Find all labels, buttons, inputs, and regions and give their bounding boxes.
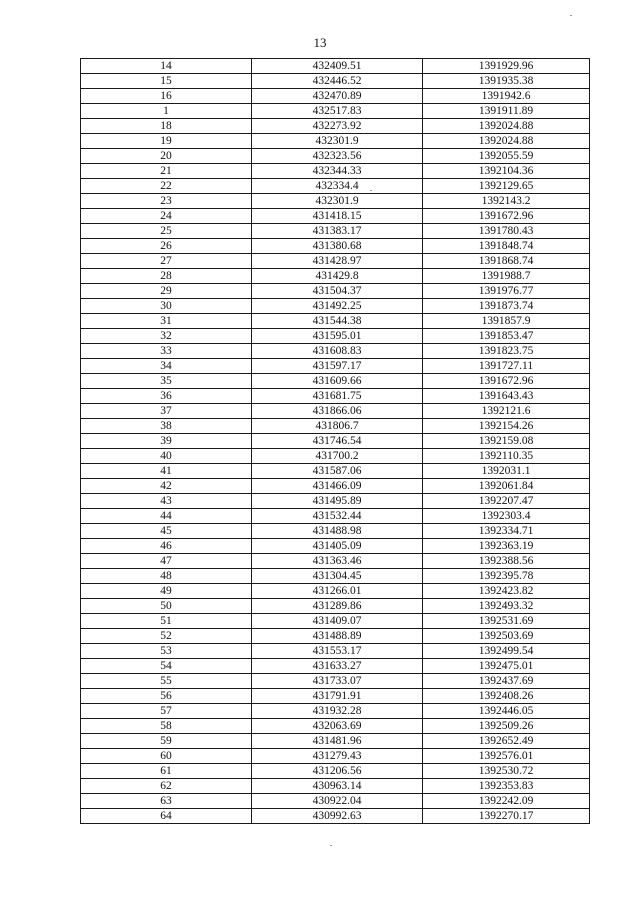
y-coordinate-cell: 1392143.2 [423, 194, 590, 209]
table-row [81, 764, 590, 779]
x-coordinate-cell: 431492.25 [252, 299, 423, 314]
point-number-cell: 18 [81, 119, 252, 134]
page-number: 13 [313, 35, 327, 50]
x-coordinate-cell: 431791.91 [252, 689, 423, 704]
table-row [81, 629, 590, 644]
table-row [81, 434, 590, 449]
x-coordinate-cell: 431488.98 [252, 524, 423, 539]
point-number-cell: 36 [81, 389, 252, 404]
y-coordinate-cell: 1392110.35 [423, 449, 590, 464]
point-number-cell: 64 [81, 809, 252, 824]
table-row [81, 74, 590, 89]
y-coordinate-cell: 1392530.72 [423, 764, 590, 779]
y-coordinate-cell: 1392499.54 [423, 644, 590, 659]
x-coordinate-cell: 432273.92 [252, 119, 423, 134]
y-coordinate-cell: 1391672.96 [423, 209, 590, 224]
x-coordinate-cell: 431553.17 [252, 644, 423, 659]
point-number-cell: 46 [81, 539, 252, 554]
y-coordinate-cell: 1391672.96 [423, 374, 590, 389]
point-number-cell: 60 [81, 749, 252, 764]
y-coordinate-cell: 1391929.96 [423, 59, 590, 74]
y-coordinate-cell: 1391911.89 [423, 104, 590, 119]
point-number-cell: 55 [81, 674, 252, 689]
table-row [81, 554, 590, 569]
y-coordinate-cell: 1392363.19 [423, 539, 590, 554]
table-row [81, 104, 590, 119]
x-coordinate-cell: 431608.83 [252, 344, 423, 359]
table-row [81, 449, 590, 464]
table-row [81, 299, 590, 314]
point-number-cell: 26 [81, 239, 252, 254]
point-number-cell: 54 [81, 659, 252, 674]
point-number-cell: 37 [81, 404, 252, 419]
table-row [81, 134, 590, 149]
point-number-cell: 48 [81, 569, 252, 584]
y-coordinate-cell: 1391976.77 [423, 284, 590, 299]
y-coordinate-cell: 1391988.7 [423, 269, 590, 284]
x-coordinate-cell: 432446.52 [252, 74, 423, 89]
x-coordinate-cell: 432301.9 [252, 194, 423, 209]
x-coordinate-cell: 431932.28 [252, 704, 423, 719]
point-number-cell: 47 [81, 554, 252, 569]
y-coordinate-cell: 1391848.74 [423, 239, 590, 254]
table-row [81, 479, 590, 494]
point-number-cell: 21 [81, 164, 252, 179]
y-coordinate-cell: 1392154.26 [423, 419, 590, 434]
point-number-cell: 62 [81, 779, 252, 794]
table-row [81, 119, 590, 134]
scan-speck [570, 15, 572, 16]
table-row [81, 269, 590, 284]
x-coordinate-cell: 431681.75 [252, 389, 423, 404]
x-coordinate-cell: 432517.83 [252, 104, 423, 119]
y-coordinate-cell: 1391780.43 [423, 224, 590, 239]
point-number-cell: 35 [81, 374, 252, 389]
x-coordinate-cell: 431429.8 [252, 269, 423, 284]
y-coordinate-cell: 1392055.59 [423, 149, 590, 164]
y-coordinate-cell: 1392576.01 [423, 749, 590, 764]
table-row [81, 584, 590, 599]
y-coordinate-cell: 1392353.83 [423, 779, 590, 794]
table-row [81, 704, 590, 719]
point-number-cell: 20 [81, 149, 252, 164]
point-number-cell: 24 [81, 209, 252, 224]
table-row [81, 524, 590, 539]
y-coordinate-cell: 1392395.78 [423, 569, 590, 584]
x-coordinate-cell: 432470.89 [252, 89, 423, 104]
y-coordinate-cell: 1392031.1 [423, 464, 590, 479]
y-coordinate-cell: 1391643.43 [423, 389, 590, 404]
table-row [81, 599, 590, 614]
x-coordinate-cell: 430992.63 [252, 809, 423, 824]
table-row [81, 719, 590, 734]
table-row [81, 749, 590, 764]
x-coordinate-cell: 431746.54 [252, 434, 423, 449]
table-row [81, 179, 590, 194]
x-coordinate-cell: 431428.97 [252, 254, 423, 269]
y-coordinate-cell: 1392104.36 [423, 164, 590, 179]
point-number-cell: 45 [81, 524, 252, 539]
x-coordinate-cell: 432334.4 [252, 179, 423, 194]
point-number-cell: 19 [81, 134, 252, 149]
x-coordinate-cell: 432063.69 [252, 719, 423, 734]
x-coordinate-cell: 431466.09 [252, 479, 423, 494]
y-coordinate-cell: 1391942.6 [423, 89, 590, 104]
table-row [81, 464, 590, 479]
x-coordinate-cell: 431481.96 [252, 734, 423, 749]
y-coordinate-cell: 1392121.6 [423, 404, 590, 419]
table-row [81, 194, 590, 209]
x-coordinate-cell: 431304.45 [252, 569, 423, 584]
point-number-cell: 14 [81, 59, 252, 74]
table-row [81, 404, 590, 419]
y-coordinate-cell: 1392437.69 [423, 674, 590, 689]
y-coordinate-cell: 1392334.71 [423, 524, 590, 539]
x-coordinate-cell: 431289.86 [252, 599, 423, 614]
x-coordinate-cell: 431532.44 [252, 509, 423, 524]
table-row [81, 254, 590, 269]
y-coordinate-cell: 1392408.26 [423, 689, 590, 704]
y-coordinate-cell: 1392061.84 [423, 479, 590, 494]
x-coordinate-cell: 431409.07 [252, 614, 423, 629]
table-row [81, 284, 590, 299]
point-number-cell: 22 [81, 179, 252, 194]
x-coordinate-cell: 431866.06 [252, 404, 423, 419]
table-row [81, 239, 590, 254]
table-row [81, 89, 590, 104]
y-coordinate-cell: 1392159.08 [423, 434, 590, 449]
point-number-cell: 15 [81, 74, 252, 89]
x-coordinate-cell: 432409.51 [252, 59, 423, 74]
x-coordinate-cell: 431279.43 [252, 749, 423, 764]
x-coordinate-cell: 431700.2 [252, 449, 423, 464]
x-coordinate-cell: 431733.07 [252, 674, 423, 689]
table-row [81, 224, 590, 239]
table-row [81, 644, 590, 659]
x-coordinate-cell: 431587.06 [252, 464, 423, 479]
table-row [81, 329, 590, 344]
x-coordinate-cell: 431418.15 [252, 209, 423, 224]
point-number-cell: 44 [81, 509, 252, 524]
table-row [81, 494, 590, 509]
x-coordinate-cell: 431206.56 [252, 764, 423, 779]
table-row [81, 659, 590, 674]
point-number-cell: 42 [81, 479, 252, 494]
point-number-cell: 40 [81, 449, 252, 464]
y-coordinate-cell: 1391823.75 [423, 344, 590, 359]
table-row [81, 389, 590, 404]
table-row [81, 314, 590, 329]
table-row [81, 149, 590, 164]
table-row [81, 209, 590, 224]
x-coordinate-cell: 431488.89 [252, 629, 423, 644]
y-coordinate-cell: 1392270.17 [423, 809, 590, 824]
table-row [81, 734, 590, 749]
point-number-cell: 31 [81, 314, 252, 329]
point-number-cell: 59 [81, 734, 252, 749]
y-coordinate-cell: 1392446.05 [423, 704, 590, 719]
x-coordinate-cell: 431504.37 [252, 284, 423, 299]
x-coordinate-cell: 430963.14 [252, 779, 423, 794]
point-number-cell: 34 [81, 359, 252, 374]
table-row [81, 374, 590, 389]
point-number-cell: 51 [81, 614, 252, 629]
table-row [81, 509, 590, 524]
y-coordinate-cell: 1392388.56 [423, 554, 590, 569]
table-row [81, 614, 590, 629]
point-number-cell: 56 [81, 689, 252, 704]
coordinates-table [80, 58, 590, 824]
table-row [81, 779, 590, 794]
y-coordinate-cell: 1392503.69 [423, 629, 590, 644]
x-coordinate-cell: 431633.27 [252, 659, 423, 674]
point-number-cell: 28 [81, 269, 252, 284]
x-coordinate-cell: 431405.09 [252, 539, 423, 554]
point-number-cell: 49 [81, 584, 252, 599]
y-coordinate-cell: 1391868.74 [423, 254, 590, 269]
point-number-cell: 33 [81, 344, 252, 359]
y-coordinate-cell: 1392303.4 [423, 509, 590, 524]
y-coordinate-cell: 1391873.74 [423, 299, 590, 314]
x-coordinate-cell: 431495.89 [252, 494, 423, 509]
y-coordinate-cell: 1392207.47 [423, 494, 590, 509]
table-row [81, 164, 590, 179]
point-number-cell: 29 [81, 284, 252, 299]
table-row [81, 419, 590, 434]
point-number-cell: 53 [81, 644, 252, 659]
y-coordinate-cell: 1391935.38 [423, 74, 590, 89]
point-number-cell: 52 [81, 629, 252, 644]
table-row [81, 344, 590, 359]
x-coordinate-cell: 431595.01 [252, 329, 423, 344]
point-number-cell: 39 [81, 434, 252, 449]
point-number-cell: 27 [81, 254, 252, 269]
x-coordinate-cell: 432301.9 [252, 134, 423, 149]
table-row [81, 59, 590, 74]
y-coordinate-cell: 1392509.26 [423, 719, 590, 734]
y-coordinate-cell: 1392652.49 [423, 734, 590, 749]
point-number-cell: 1 [81, 104, 252, 119]
y-coordinate-cell: 1392475.01 [423, 659, 590, 674]
x-coordinate-cell: 431380.68 [252, 239, 423, 254]
x-coordinate-cell: 430922.04 [252, 794, 423, 809]
point-number-cell: 50 [81, 599, 252, 614]
scan-speck [330, 845, 332, 846]
table-row [81, 359, 590, 374]
point-number-cell: 25 [81, 224, 252, 239]
table-row [81, 689, 590, 704]
y-coordinate-cell: 1392024.88 [423, 134, 590, 149]
point-number-cell: 38 [81, 419, 252, 434]
y-coordinate-cell: 1392242.09 [423, 794, 590, 809]
x-coordinate-cell: 431383.17 [252, 224, 423, 239]
y-coordinate-cell: 1392531.69 [423, 614, 590, 629]
point-number-cell: 57 [81, 704, 252, 719]
y-coordinate-cell: 1392024.88 [423, 119, 590, 134]
point-number-cell: 41 [81, 464, 252, 479]
table-row [81, 794, 590, 809]
x-coordinate-cell: 432323.56 [252, 149, 423, 164]
x-coordinate-cell: 431597.17 [252, 359, 423, 374]
table-row [81, 539, 590, 554]
table-row [81, 809, 590, 824]
point-number-cell: 58 [81, 719, 252, 734]
coordinates-table-body [81, 59, 590, 824]
y-coordinate-cell: 1391727.11 [423, 359, 590, 374]
point-number-cell: 43 [81, 494, 252, 509]
point-number-cell: 16 [81, 89, 252, 104]
point-number-cell: 32 [81, 329, 252, 344]
x-coordinate-cell: 431609.66 [252, 374, 423, 389]
y-coordinate-cell: 1391857.9 [423, 314, 590, 329]
table-row [81, 569, 590, 584]
x-coordinate-cell: 431266.01 [252, 584, 423, 599]
x-coordinate-cell: 432344.33 [252, 164, 423, 179]
y-coordinate-cell: 1391853.47 [423, 329, 590, 344]
point-number-cell: 30 [81, 299, 252, 314]
point-number-cell: 61 [81, 764, 252, 779]
x-coordinate-cell: 431806.7 [252, 419, 423, 434]
point-number-cell: 63 [81, 794, 252, 809]
y-coordinate-cell: 1392129.65 [423, 179, 590, 194]
table-row [81, 674, 590, 689]
x-coordinate-cell: 431363.46 [252, 554, 423, 569]
point-number-cell: 23 [81, 194, 252, 209]
x-coordinate-cell: 431544.38 [252, 314, 423, 329]
y-coordinate-cell: 1392493.32 [423, 599, 590, 614]
y-coordinate-cell: 1392423.82 [423, 584, 590, 599]
